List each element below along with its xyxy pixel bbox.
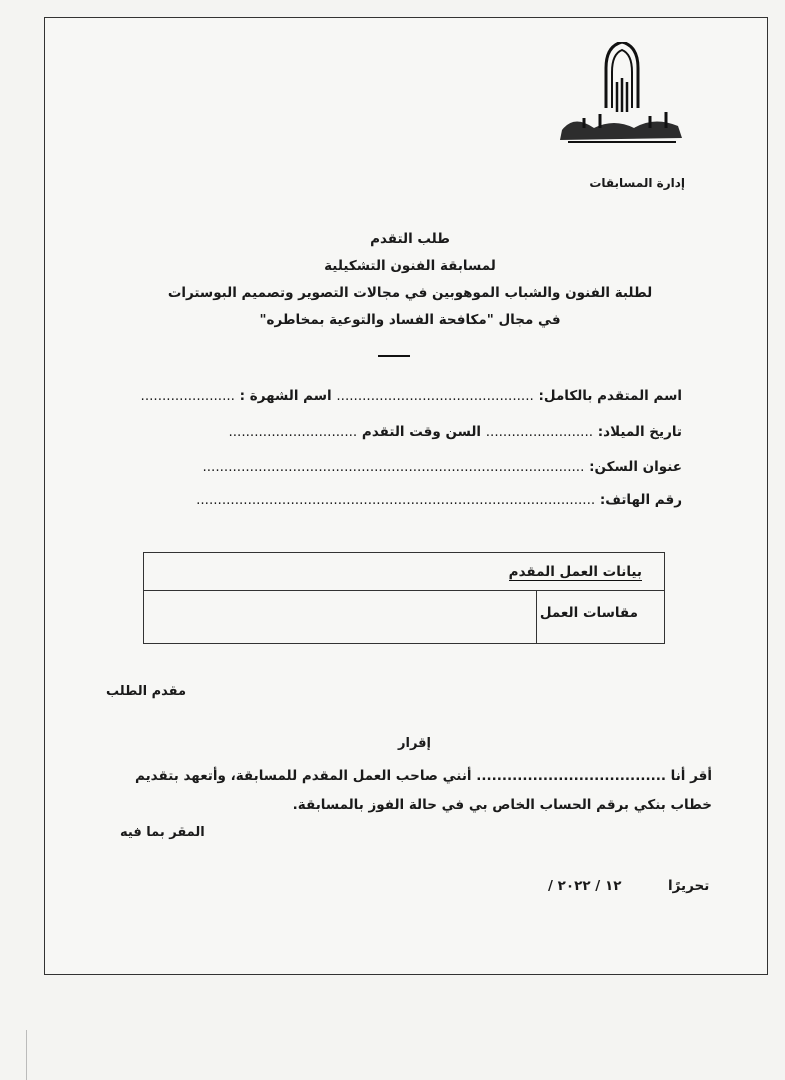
address-label: عنوان السكن: [589,459,682,475]
work-table-header-label: بيانات العمل المقدم [508,564,642,580]
name-field-row [141,388,682,404]
declaration-text [94,762,712,820]
title-line-2: لمسابقة الفنون التشكيلية [324,258,496,274]
declaration-title: إقرار [398,736,431,751]
full-name-label: اسم المتقدم بالكامل: [538,388,682,404]
council-logo-icon [554,42,694,152]
form-title [150,226,670,334]
birth-date-dots[interactable]: ......................... [485,424,594,440]
phone-label: رقم الهاتف: [599,492,682,508]
birth-date-label: تاريخ الميلاد: [597,424,682,440]
birth-field-row [228,424,682,440]
work-dimensions-label: مقاسات العمل [536,591,664,643]
title-divider [378,355,410,357]
signer-label: المقر بما فيه [120,825,205,840]
full-name-dots[interactable]: .............................................. [336,388,534,404]
work-dimensions-value[interactable] [144,591,536,643]
declaration-line-2: خطاب بنكي برقم الحساب الخاص بي في حالة الفوز بالمسابقة. [292,797,712,813]
title-line-1: طلب التقدم [370,231,450,247]
nickname-label: اسم الشهرة : [239,388,332,404]
date-label: تحريرًا [668,878,710,894]
phone-field-row [196,492,682,508]
nickname-dots[interactable]: ...................... [140,388,235,404]
work-data-table [143,552,665,644]
department-name: إدارة المسابقات [589,176,685,190]
work-dimensions-row [144,591,664,643]
title-line-4: في مجال "مكافحة الفساد والتوعية بمخاطره" [259,312,561,328]
phone-dots[interactable]: ............................................................................................. [196,492,596,508]
age-label: السن وقت التقدم [361,424,482,440]
address-field-row [202,459,682,475]
date-value[interactable]: / ١٢ / ٢٠٢٢ [548,878,622,894]
work-table-header [144,553,664,591]
declaration-line-1: أقر أنا ..................................... أنني صاحب العمل المقدم للمسابقة، وأتعهد بتقديم [135,768,712,784]
scan-edge-mark [26,1030,27,1080]
applicant-label: مقدم الطلب [106,684,187,699]
title-line-3: لطلبة الفنون والشباب الموهوبين في مجالات التصوير وتصميم البوسترات [167,285,653,301]
age-dots[interactable]: .............................. [228,424,358,440]
council-logo [554,42,694,152]
address-dots[interactable]: ......................................................................................... [202,459,585,475]
